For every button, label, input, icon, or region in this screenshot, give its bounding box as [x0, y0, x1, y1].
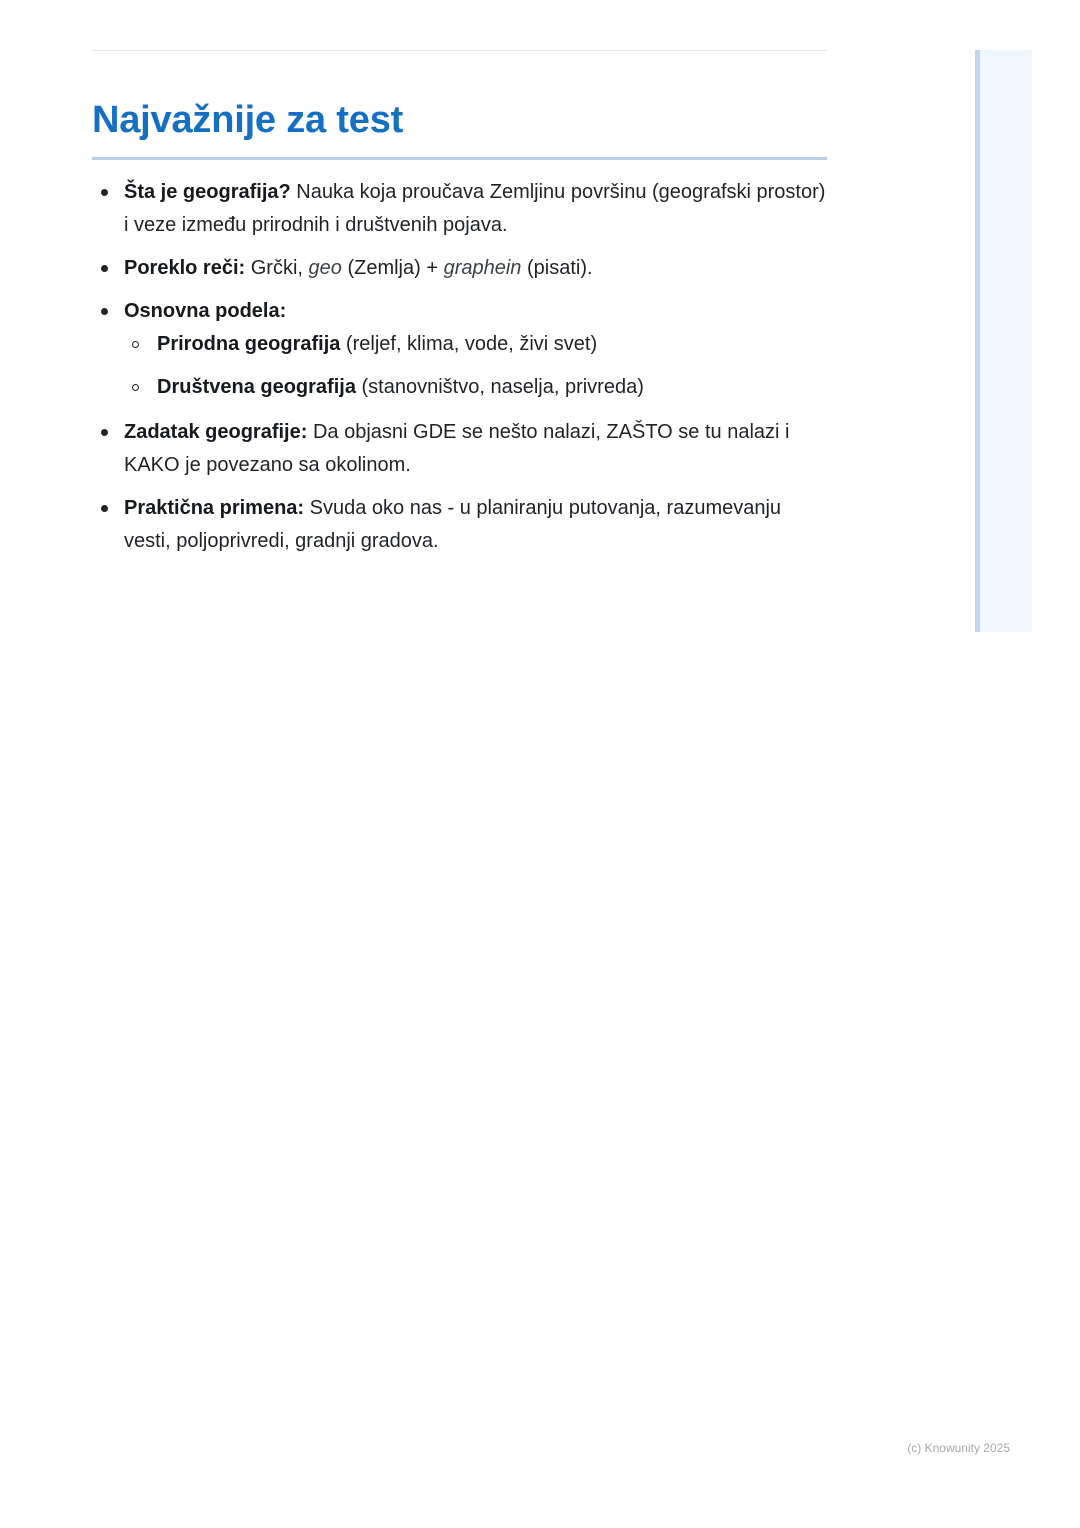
list-item [92, 416, 832, 482]
sub-item-text: (stanovništvo, naselja, privreda) [355, 376, 644, 398]
item-label: Osnovna podela: [124, 300, 287, 322]
item-text: Da objasni GDE se nešto nalazi, ZAŠTO se tu nalazi i KAKO je povezano sa okolinom. [124, 421, 790, 476]
sub-item-label: Društvena geografija [157, 376, 356, 398]
list-item [92, 176, 832, 242]
sub-item-text: (reljef, klima, vode, živi svet) [340, 333, 598, 355]
sub-list [124, 328, 832, 404]
item-label: Zadatak geografije: [124, 421, 308, 443]
item-text: Grčki, [245, 257, 309, 279]
copyright-footer: (c) Knowunity 2025 [907, 1441, 1010, 1455]
item-label: Praktična primena: [124, 497, 305, 519]
side-note-panel [975, 50, 1032, 632]
item-text: (Zemlja) + [341, 257, 444, 279]
key-points-list [92, 176, 832, 558]
item-text: (pisati). [521, 257, 593, 279]
top-divider [92, 50, 827, 51]
list-item [92, 295, 832, 404]
list-item [92, 492, 832, 558]
item-label: Poreklo reči: [124, 257, 246, 279]
term-graphein: graphein [443, 257, 522, 279]
list-item [92, 252, 832, 285]
item-text: Svuda oko nas - u planiranju putovanja, razumevanju vesti, poljoprivredi, gradnji gradova. [124, 497, 782, 552]
summary-content [92, 176, 832, 568]
item-label: Šta je geografija? [124, 181, 291, 203]
sub-list-item [124, 371, 832, 404]
item-text: Nauka koja proučava Zemljinu površinu (geografski prostor) i veze između prirodnih i društvenih pojava. [124, 181, 826, 236]
sub-list-item [124, 328, 832, 361]
page-title: Najvažnije za test [92, 96, 827, 160]
term-geo: geo [308, 257, 342, 279]
sub-item-label: Prirodna geografija [157, 333, 341, 355]
